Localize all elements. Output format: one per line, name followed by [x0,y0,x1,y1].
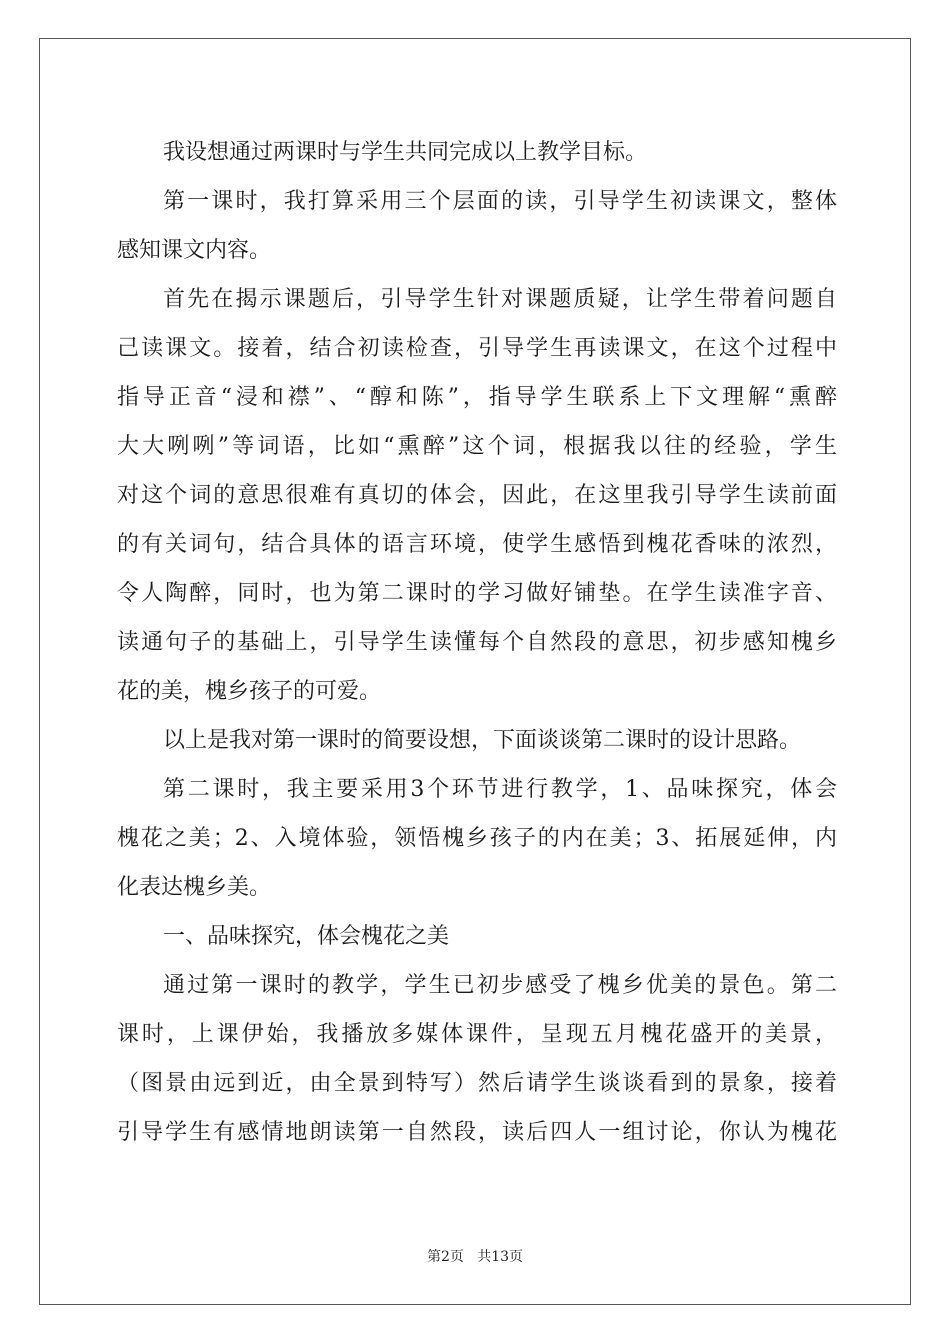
page-number-footer: 第2页 共13页 [426,1249,524,1265]
section-heading: 一、品味探究，体会槐花之美 [163,924,450,949]
text-line: 通过第一课时的教学，学生已初步感受了槐乡优美的景色。第二 [163,973,837,998]
text-line: 令人陶醉，同时，也为第二课时的学习做好铺垫。在学生读准字音、 [117,581,837,606]
text-line: 读通句子的基础上，引导学生读懂每个自然段的意思，初步感知槐乡 [117,630,837,655]
text-line: 花的美，槐乡孩子的可爱。 [117,679,382,704]
text-line: 以上是我对第一课时的简要设想，下面谈谈第二课时的设计思路。 [163,728,802,753]
text-line: 化表达槐乡美。 [117,875,272,900]
text-line: 己读课文。接着，结合初读检查，引导学生再读课文，在这个过程中 [117,336,837,361]
text-line: 对这个词的意思很难有真切的体会，因此，在这里我引导学生读前面 [117,483,837,508]
text-line: 课时，上课伊始，我播放多媒体课件，呈现五月槐花盛开的美景， [117,1022,837,1047]
text-line: 第一课时，我打算采用三个层面的读，引导学生初读课文，整体 [163,189,837,214]
text-line: 引导学生有感情地朗读第一自然段，读后四人一组讨论，你认为槐花 [117,1120,837,1145]
text-line: 槐花之美；2、入境体验，领悟槐乡孩子的内在美；3、拓展延伸，内 [117,826,837,851]
text-line: 指导正音“浸和襟”、“醇和陈”，指导学生联系上下文理解“熏醉 [117,385,837,410]
text-line: 第二课时，我主要采用3个环节进行教学，1、品味探究，体会 [163,777,837,802]
text-line: 感知课文内容。 [117,238,272,263]
document-body [117,128,837,1157]
text-line: （图景由远到近，由全景到特写）然后请学生谈谈看到的景象，接着 [117,1071,837,1096]
text-line: 我设想通过两课时与学生共同完成以上教学目标。 [163,140,648,165]
text-line: 首先在揭示课题后，引导学生针对课题质疑，让学生带着问题自 [163,287,837,312]
text-line: 的有关词句，结合具体的语言环境，使学生感悟到槐花香味的浓烈， [117,532,837,557]
text-line: 大大咧咧”等词语，比如“熏醉”这个词，根据我以往的经验，学生 [117,434,837,459]
